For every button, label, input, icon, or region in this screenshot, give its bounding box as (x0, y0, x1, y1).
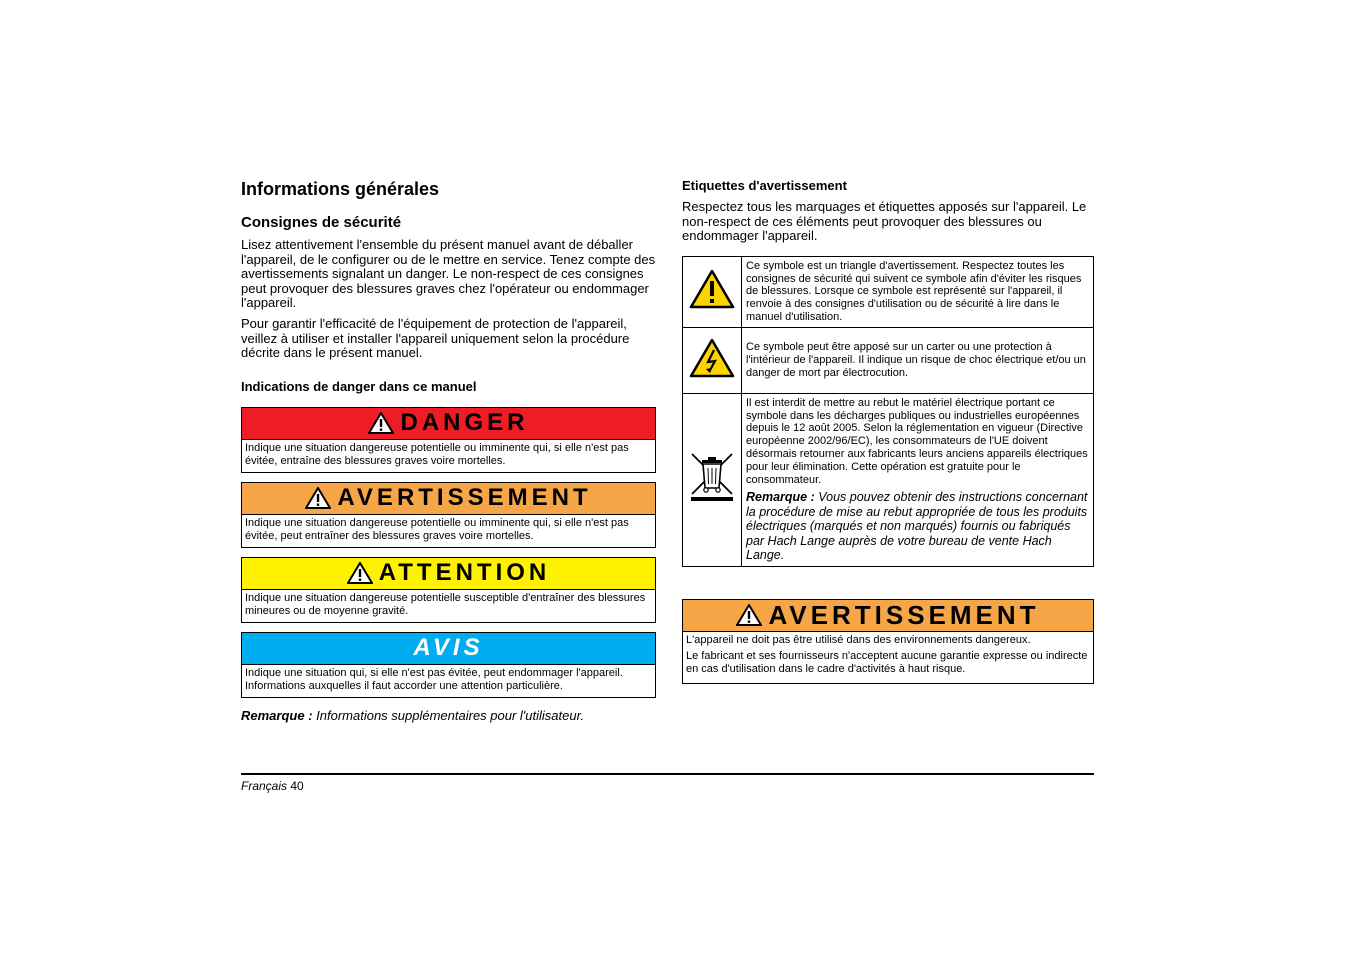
attention-label: ATTENTION (378, 559, 551, 587)
electric-shock-icon (689, 338, 735, 378)
bin-remark-label: Remarque : (746, 490, 815, 505)
warning-text (683, 632, 1093, 683)
warning-label: AVERTISSEMENT (768, 599, 1040, 630)
page-title: Informations générales (241, 179, 440, 199)
avis-header (242, 633, 655, 665)
safety-paragraph-2: Pour garantir l'efficacité de l'équipement de protection de l'appareil, veillez à utiliser et installer l'appareil uniquement selon la procédure décrite dans le présent manuel. (241, 315, 630, 361)
table-row (683, 256, 1094, 327)
warning-triangle-icon (368, 412, 394, 434)
symbol-description: Ce symbole est un triangle d'avertissement. Respectez toutes les consignes de sécurité qui suivent ce symbole afin d'éviter les risques de blessures. Lorsque ce symbole est représenté sur l'appareil, il renvoie à des consignes d'utilisation ou de sécurité à lire dans le manuel d'utilisation. (742, 256, 1094, 327)
danger-header (242, 408, 655, 440)
bin-remark-text: Vous pouvez obtenir des instructions concernant la procédure de mise au rebut appropriée de tous les produits électriques (marqués et non marqués) fournis ou fabriqués par Hach Lange auprès de votre bureau de vente Hach Lange. (746, 490, 1088, 563)
symbol-description: Il est interdit de mettre au rebut le matériel électrique portant ce symbole dans les décharges publiques ou industrielles européennes depuis le 12 août 2005. Selon la réglementation en vigueur (Directive européenne 2002/96/EC), les consommateurs de l'UE doivent désormais retourner aux fabricants leurs anciens appareils électriques pour leur élimination. Cette opération est gratuite pour le consommateur. (746, 396, 1088, 486)
crossed-bin-icon (688, 450, 736, 504)
remark (241, 708, 656, 723)
footer-rule (241, 773, 1094, 775)
symbol-cell (683, 393, 742, 566)
avis-label: AVIS (413, 634, 484, 662)
avertissement-header (242, 483, 655, 515)
page-number: 40 (290, 779, 304, 793)
safety-paragraph-1: Lisez attentivement l'ensemble du présent manuel avant de déballer l'appareil, de le configurer ou de le mettre en service. Tenez compte des avertissements signalant un danger. Le non-respect de ces consignes peut provoquer des blessures graves chez l'opérateur ou endommager l'appareil. (241, 237, 656, 311)
bin-remark (746, 490, 1089, 563)
danger-heading: Indications de danger dans ce manuel (241, 378, 477, 394)
warning-line-2: Le fabricant et ses fournisseurs n'acceptent aucune garantie expresse ou indirecte en cas d'utilisation dans le cadre d'activités à haut risque. (686, 649, 1088, 675)
attention-description: Indique une situation dangereuse potentielle susceptible d'entraîner des blessures mineures ou de moyenne gravité. (245, 591, 646, 617)
danger-label: DANGER (400, 409, 529, 437)
avertissement-box (241, 482, 656, 548)
symbols-table (682, 256, 1094, 567)
avertissement-warning-box (682, 599, 1094, 684)
danger-description: Indique une situation dangereuse potentielle ou imminente qui, si elle n'est pas évitée, entraîne des blessures graves voire mortelles. (245, 441, 629, 467)
table-row (683, 393, 1094, 566)
warning-triangle-icon (305, 487, 331, 509)
warning-line-1: L'appareil ne doit pas être utilisé dans des environnements dangereux. (686, 633, 1031, 646)
labels-heading: Etiquettes d'avertissement (682, 178, 847, 193)
warning-triangle-icon (689, 269, 735, 309)
avis-description: Indique une situation qui, si elle n'est pas évitée, peut endommager l'appareil. Informations auxquelles il faut accorder une attention particulière. (245, 666, 623, 692)
right-column (682, 178, 1094, 684)
attention-header (242, 558, 655, 590)
avertissement-label: AVERTISSEMENT (337, 484, 592, 512)
labels-paragraph: Respectez tous les marquages et étiquettes apposés sur l'appareil. Le non-respect de ces éléments peut provoquer des blessures ou endommager l'appareil. (682, 199, 1087, 244)
warning-triangle-icon (736, 604, 762, 626)
left-column (241, 178, 656, 723)
attention-box (241, 557, 656, 623)
danger-box (241, 407, 656, 473)
symbol-description: Ce symbole peut être apposé sur un carter ou une protection à l'intérieur de l'appareil. Il indique un risque de choc électrique et/ou un danger de mort par électrocution. (742, 327, 1094, 393)
table-row (683, 327, 1094, 393)
symbol-cell (683, 327, 742, 393)
warning-header (683, 600, 1093, 632)
avertissement-description: Indique une situation dangereuse potentielle ou imminente qui, si elle n'est pas évitée, peut entraîner des blessures graves voire mortelles. (245, 516, 629, 542)
remark-text: Informations supplémentaires pour l'utilisateur. (312, 707, 585, 723)
footer (241, 779, 304, 793)
avis-box (241, 632, 656, 698)
warning-triangle-icon (347, 562, 373, 584)
remark-label: Remarque : (241, 707, 313, 723)
footer-language: Français (241, 779, 288, 793)
symbol-cell (683, 256, 742, 327)
section-title: Consignes de sécurité (241, 214, 402, 231)
bin-cell (742, 393, 1094, 566)
